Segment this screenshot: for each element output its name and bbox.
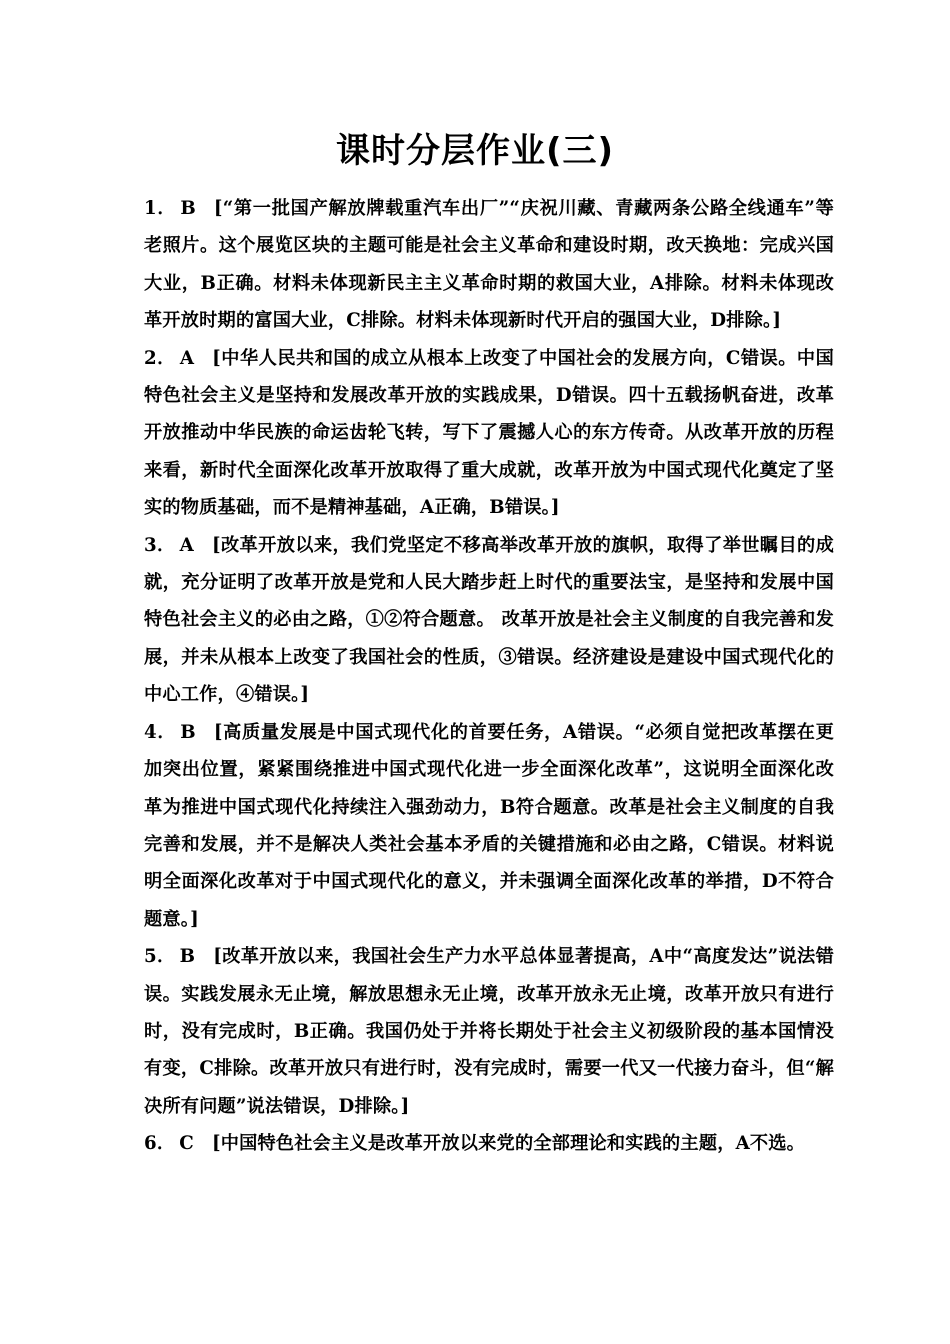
answer-list [144,190,834,1163]
answer-explanation: [“第一批国产解放牌载重汽车出厂”“庆祝川藏、青藏两条公路全线通车”等老照片。这个展览区块的主题可能是社会主义革命和建设时期，改天换地：完成兴国大业，B正确。材料未体现新民主主义革命时期的救国大业，A排除。材料未体现改革开放时期的富国大业，C排除。材料未体现新时代开启的强国大业，D排除。] [144,198,834,332]
answer-explanation: [改革开放以来，我们党坚定不移高举改革开放的旗帜，取得了举世瞩目的成就，充分证明了改革开放是党和人民大踏步赶上时代的重要法宝，是坚持和发展中国特色社会主义的必由之路，①②符合题意。 改革开放是社会主义制度的自我完善和发展，并未从根本上改变了我国社会的性质，③错误。经济建设是建设中国式现代化的中心工作，④错误。] [144,534,834,706]
answer-key: B [180,721,196,743]
answer-item [144,714,834,938]
answer-number: 2． [144,347,176,369]
answer-key: A [179,534,194,556]
answer-number: 3． [144,534,176,556]
answer-explanation: [改革开放以来，我国社会生产力水平总体显著提高，A中“高度发达”说法错误。实践发展永无止境，解放思想永无止境，改革开放永无止境，改革开放只有进行时，没有完成时，B正确。我国仍处于并将长期处于社会主义初级阶段的基本国情没有变，C排除。改革开放只有进行时，没有完成时，需要一代又一代接力奋斗，但“解决所有问题”说法错误，D排除。] [144,946,835,1117]
answer-explanation: [中国特色社会主义是改革开放以来党的全部理论和实践的主题，A不选。 [211,1133,806,1155]
answer-item [144,1125,834,1162]
answer-number: 4． [144,721,177,743]
answer-item [144,190,834,340]
answer-number: 5． [144,946,176,968]
answer-number: 1． [144,198,177,219]
answer-item [144,527,834,714]
answer-item [144,938,834,1125]
answer-number: 6． [144,1133,176,1155]
answer-key: C [179,1133,194,1155]
page-title: 课时分层作业(三) [335,131,615,171]
answer-explanation: [高质量发展是中国式现代化的首要任务，A错误。“必须自觉把改革摆在更加突出位置，紧紧围绕推进中国式现代化进一步全面深化改革”，这说明全面深化改革为推进中国式现代化持续注入强劲动力，B符合题意。改革是社会主义制度的自我完善和发展，并不是解决人类社会基本矛盾的关键措施和必由之路，C错误。材料说明全面深化改革对于中国式现代化的意义，并未强调全面深化改革的举措，D不符合题意。] [144,721,835,930]
answer-key: B [180,198,196,219]
answer-key: A [179,347,195,369]
answer-key: B [179,946,196,968]
answer-explanation: [中华人民共和国的成立从根本上改变了中国社会的发展方向，C错误。中国特色社会主义是坚持和发展改革开放的实践成果，D错误。四十五载扬帆奋进，改革开放推动中华民族的命运齿轮飞转，写下了震撼人心的东方传奇。从改革开放的历程来看，新时代全面深化改革开放取得了重大成就，改革开放为中国式现代化奠定了坚实的物质基础，而不是精神基础，A正确，B错误。] [144,347,834,519]
answer-item [144,340,834,527]
